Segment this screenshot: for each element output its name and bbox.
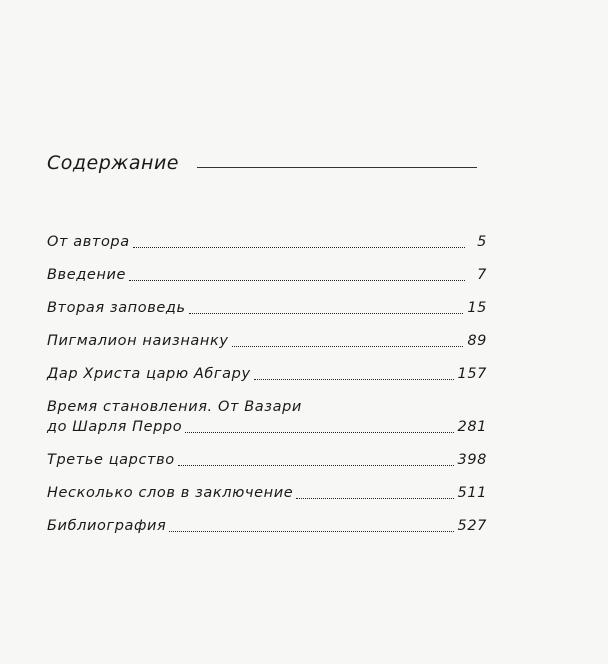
toc-entry-title: От автора	[47, 234, 130, 250]
toc-entry-title-line2: до Шарля Перро	[47, 419, 183, 435]
toc-entry	[47, 298, 487, 318]
toc-entry	[47, 397, 487, 437]
toc-heading-row	[47, 152, 477, 174]
toc-entry-title: Третье царство	[47, 452, 175, 468]
dot-leader	[185, 432, 453, 433]
toc-entry-page: 281	[457, 419, 487, 435]
dot-leader	[129, 280, 465, 281]
toc-entry-page: 157	[457, 366, 487, 382]
toc-entry-title: Вторая заповедь	[47, 300, 186, 316]
toc-entry-page: 89	[467, 333, 487, 349]
dot-leader	[232, 346, 464, 347]
toc-entry-title: Библиография	[47, 518, 167, 534]
toc-entry-page: 5	[477, 234, 487, 250]
toc-entry	[47, 483, 487, 503]
toc-entry-page: 511	[457, 485, 487, 501]
toc-heading: Содержание	[47, 152, 179, 174]
toc-entry-title: Пигмалион наизнанку	[47, 333, 229, 349]
toc-entry-page: 15	[467, 300, 487, 316]
toc-entry	[47, 265, 487, 285]
toc-entry	[47, 232, 487, 252]
dot-leader	[133, 247, 465, 248]
toc-entry-title: Несколько слов в заключение	[47, 485, 294, 501]
toc-entry-title-line1: Время становления. От Вазари	[47, 399, 302, 415]
dot-leader	[189, 313, 464, 314]
dot-leader	[178, 465, 454, 466]
toc-entry	[47, 364, 487, 384]
dot-leader	[169, 531, 453, 532]
table-of-contents	[47, 232, 487, 549]
toc-entry-page: 7	[477, 267, 487, 283]
toc-entry	[47, 516, 487, 536]
dot-leader	[254, 379, 454, 380]
toc-entry-title: Введение	[47, 267, 126, 283]
dot-leader	[296, 498, 453, 499]
heading-rule	[197, 167, 477, 168]
toc-entry	[47, 331, 487, 351]
toc-entry	[47, 450, 487, 470]
toc-entry-title: Дар Христа царю Абгару	[47, 366, 251, 382]
toc-entry-page: 527	[457, 518, 487, 534]
toc-entry-page: 398	[457, 452, 487, 468]
